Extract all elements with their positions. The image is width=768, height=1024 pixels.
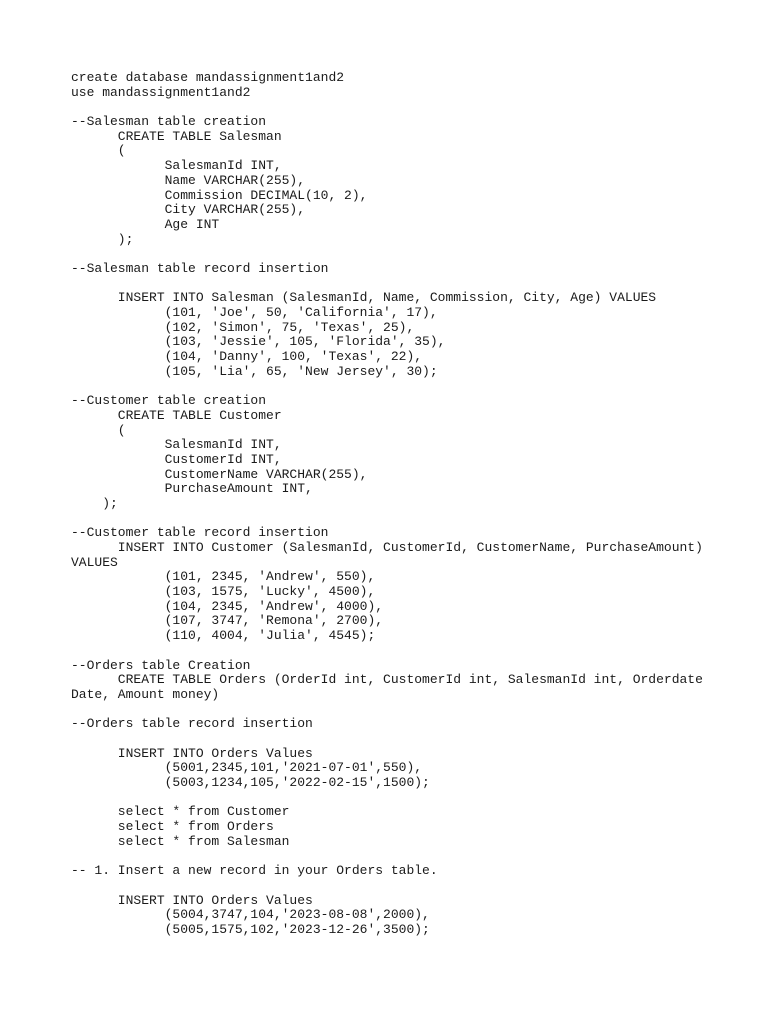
blank-line <box>71 512 751 527</box>
comment-line: --Customer table creation <box>71 393 267 409</box>
comment-line: --Orders table Creation <box>71 657 251 673</box>
code-line: INSERT INTO Orders Values <box>71 892 313 908</box>
code-line: select * from Orders <box>71 819 274 835</box>
comment-line: --Customer table record insertion <box>71 525 329 541</box>
code-line: PurchaseAmount INT, <box>71 481 313 497</box>
code-line: (5005,1575,102,'2023-12-26',3500); <box>71 921 430 937</box>
blank-line <box>71 703 751 718</box>
blank-line <box>71 247 751 262</box>
code-line: ( <box>71 422 126 438</box>
blank-line <box>71 732 751 747</box>
code-line: create database mandassignment1and2 <box>71 70 345 85</box>
code-line: use mandassignment1and2 <box>71 84 251 100</box>
code-line: CREATE TABLE Customer <box>71 407 282 423</box>
code-line: INSERT INTO Orders Values <box>71 745 313 761</box>
code-line: (104, 'Danny', 100, 'Texas', 22), <box>71 349 423 365</box>
code-line: CustomerId INT, <box>71 451 282 467</box>
blank-line <box>71 644 751 659</box>
code-line: INSERT INTO Customer (SalesmanId, CustomerId, CustomerName, PurchaseAmount) <box>71 540 703 555</box>
code-line: Commission DECIMAL(10, 2), <box>71 187 368 203</box>
document-page <box>71 71 751 938</box>
code-line: (5001,2345,101,'2021-07-01',550), <box>71 760 423 776</box>
code-line: Date, Amount money) <box>71 686 220 702</box>
code-line: Name VARCHAR(255), <box>71 172 306 188</box>
comment-line: --Salesman table creation <box>71 114 267 130</box>
code-line: ( <box>71 143 126 159</box>
code-line: (101, 2345, 'Andrew', 550), <box>71 569 376 585</box>
code-line: (5003,1234,105,'2022-02-15',1500); <box>71 775 430 790</box>
code-line: Age INT <box>71 216 220 232</box>
comment-line: --Salesman table record insertion <box>71 260 329 276</box>
code-line: SalesmanId INT, <box>71 437 282 453</box>
comment-line: -- 1. Insert a new record in your Orders table. <box>71 863 438 879</box>
code-line: INSERT INTO Salesman (SalesmanId, Name, Commission, City, Age) VALUES <box>71 290 657 306</box>
blank-line <box>71 379 751 394</box>
code-line: CREATE TABLE Orders (OrderId int, CustomerId int, SalesmanId int, Orderdate <box>71 672 703 688</box>
code-line: ); <box>71 231 134 247</box>
code-line: SalesmanId INT, <box>71 158 282 174</box>
comment-line: --Orders table record insertion <box>71 716 313 732</box>
code-line: (103, 'Jessie', 105, 'Florida', 35), <box>71 334 446 350</box>
code-line: (107, 3747, 'Remona', 2700), <box>71 613 384 629</box>
code-line: CustomerName VARCHAR(255), <box>71 466 368 482</box>
code-line: CREATE TABLE Salesman <box>71 128 282 144</box>
code-line: City VARCHAR(255), <box>71 202 306 218</box>
code-line: (102, 'Simon', 75, 'Texas', 25), <box>71 319 415 335</box>
blank-line <box>71 791 751 806</box>
blank-line <box>71 277 751 292</box>
code-line: (105, 'Lia', 65, 'New Jersey', 30); <box>71 363 438 379</box>
blank-line <box>71 100 751 115</box>
code-line: (5004,3747,104,'2023-08-08',2000), <box>71 907 430 923</box>
blank-line <box>71 879 751 894</box>
code-line: VALUES <box>71 554 118 570</box>
code-line: (110, 4004, 'Julia', 4545); <box>71 628 376 644</box>
code-line: select * from Customer <box>71 804 290 820</box>
code-line: select * from Salesman <box>71 833 290 849</box>
code-line: ); <box>71 495 118 511</box>
code-line: (104, 2345, 'Andrew', 4000), <box>71 598 384 614</box>
code-line: (101, 'Joe', 50, 'California', 17), <box>71 305 438 320</box>
code-line: (103, 1575, 'Lucky', 4500), <box>71 584 376 600</box>
blank-line <box>71 849 751 864</box>
